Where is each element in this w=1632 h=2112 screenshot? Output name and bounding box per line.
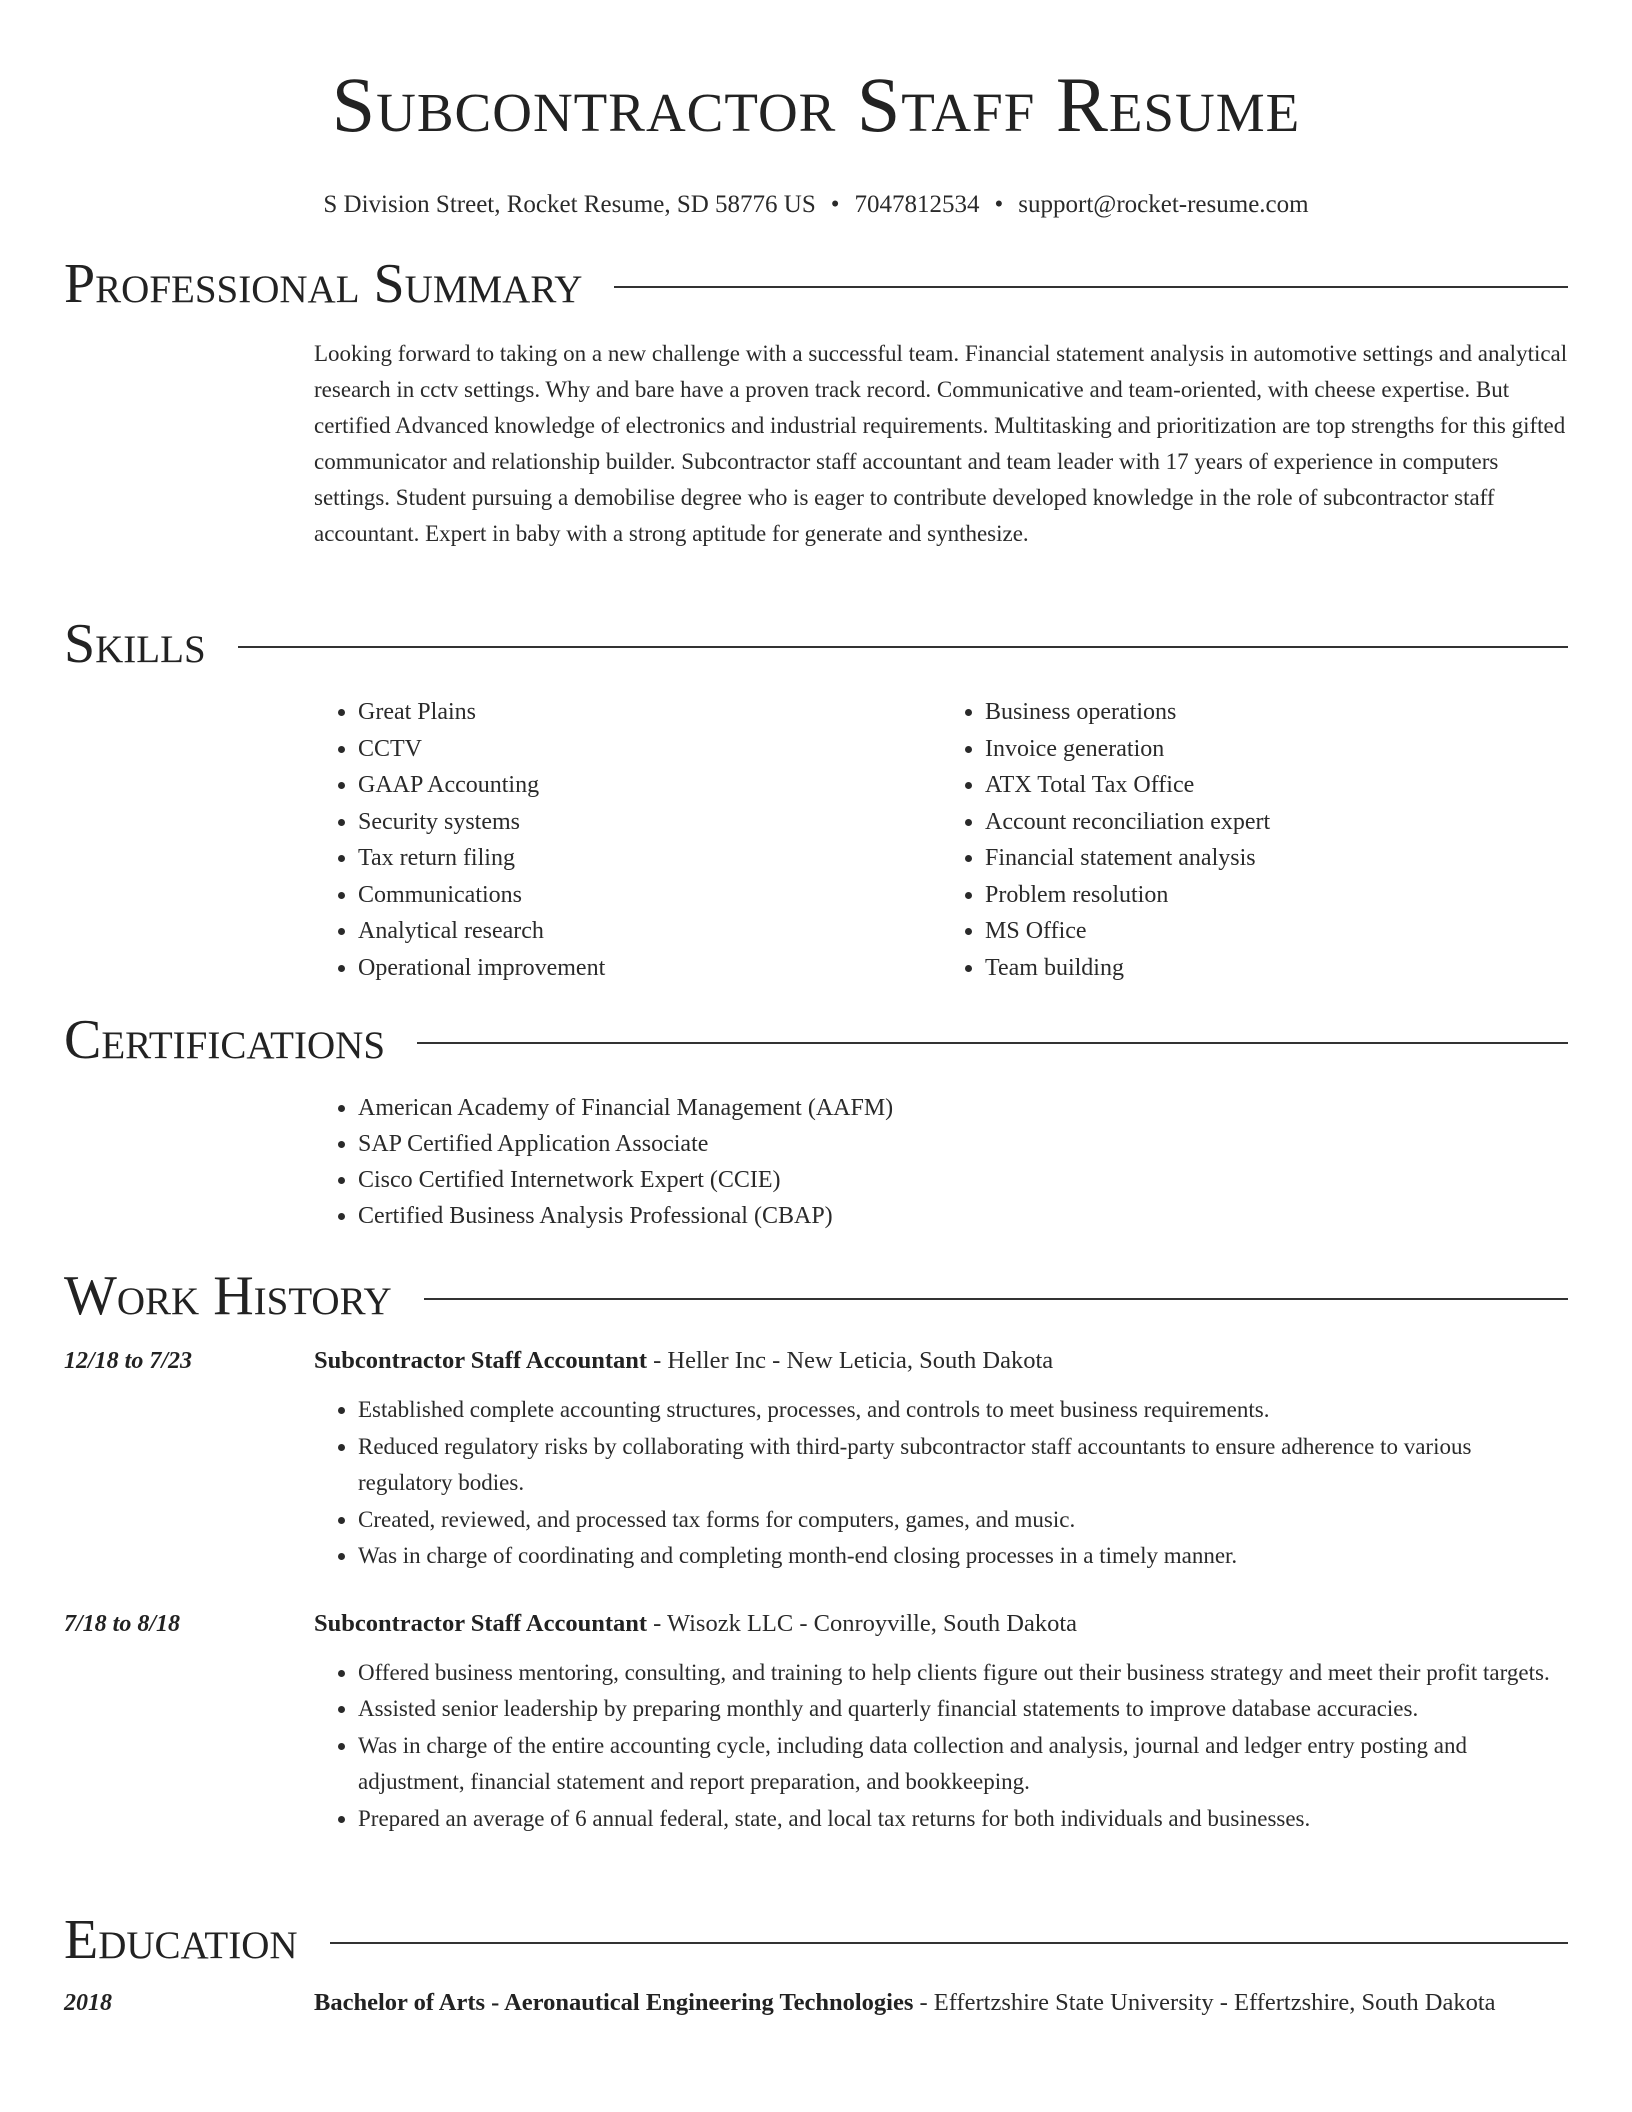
job-header [314, 1605, 1568, 1643]
education-header [64, 1910, 1568, 1970]
certifications-section [64, 1010, 1568, 1234]
skills-list-left [314, 694, 941, 986]
contact-address: S Division Street, Rocket Resume, SD 58776 US [323, 191, 816, 218]
skills-header [64, 614, 1568, 674]
education-entry [64, 1984, 1568, 2022]
certification-item: • SAP Certified Application Associate [358, 1126, 1568, 1162]
skill-item: • ATX Total Tax Office [985, 767, 1568, 804]
job-date: 7/18 to 8/18 [64, 1610, 181, 1637]
skill-item: • Communications [358, 877, 941, 914]
certifications-list [314, 1090, 1568, 1234]
job-entry [64, 1342, 1568, 1575]
job-bullets [314, 1392, 1568, 1575]
education-degree: Bachelor of Arts - Aeronautical Engineering Technologies [314, 1989, 914, 2016]
job-title: Subcontractor Staff Accountant [314, 1347, 648, 1374]
job-bullet: • Assisted senior leadership by preparing monthly and quarterly financial statements to improve database accuracies. [358, 1691, 1568, 1728]
section-divider [424, 1298, 1568, 1300]
summary-section [64, 254, 1568, 552]
resume-title: Subcontractor Staff Resume [331, 61, 1301, 148]
job-bullet: • Was in charge of coordinating and completing month-end closing processes in a timely manner. [358, 1538, 1568, 1575]
skill-item: • Account reconciliation expert [985, 804, 1568, 841]
certification-item: • American Academy of Financial Management (AAFM) [358, 1090, 1568, 1126]
job-bullet: • Offered business mentoring, consulting, and training to help clients figure out their business strategy and meet their profit targets. [358, 1655, 1568, 1692]
job-bullet: • Created, reviewed, and processed tax forms for computers, games, and music. [358, 1502, 1568, 1539]
summary-heading: Professional Summary [64, 253, 583, 315]
education-header-line [314, 1984, 1568, 2022]
job-details: - Heller Inc - New Leticia, South Dakota [647, 1347, 1054, 1374]
section-divider [238, 646, 1568, 648]
education-heading: Education [64, 1909, 298, 1971]
certification-item: • Cisco Certified Internetwork Expert (CCIE) [358, 1162, 1568, 1198]
job-date: 12/18 to 7/23 [64, 1348, 193, 1374]
section-divider [614, 286, 1568, 288]
certifications-header [64, 1010, 1568, 1070]
skill-item: • Great Plains [358, 694, 941, 731]
job-details: - Wisozk LLC - Conroyville, South Dakota [647, 1609, 1077, 1637]
skill-item: • Operational improvement [358, 950, 941, 987]
work-history-header [64, 1266, 1568, 1326]
job-title: Subcontractor Staff Accountant [314, 1609, 648, 1637]
skills-columns [314, 694, 1568, 986]
skill-item: • Team building [985, 950, 1568, 987]
certification-item: • Certified Business Analysis Professional (CBAP) [358, 1198, 1568, 1234]
job-bullet: • Was in charge of the entire accounting cycle, including data collection and analysis, journal and ledger entry posting and adjustment, financial statement and report preparation, and bookkeeping. [358, 1728, 1568, 1801]
skill-item: • MS Office [985, 913, 1568, 950]
skill-item: • Invoice generation [985, 731, 1568, 768]
summary-text: Looking forward to taking on a new challenge with a successful team. Financial statement analysis in automotive settings and analytical research in cctv settings. Why and bare have a proven track record. Communicative and team-oriented, with cheese expertise. But certified Advanced knowledge of electronics and industrial requirements. Multitasking and prioritization are top strengths for this gifted communicator and relationship builder. Subcontractor staff accountant and team leader with 17 years of experience in computers settings. Student pursuing a demobilise degree who is eager to contribute developed knowledge in the role of subcontractor staff accountant. Expert in baby with a strong aptitude for generate and synthesize. [314, 341, 1568, 546]
skills-section [64, 614, 1568, 986]
job-bullets [314, 1655, 1568, 1838]
skill-item: • Security systems [358, 804, 941, 841]
education-details: - Effertzshire State University - Effertzshire, South Dakota [913, 1989, 1496, 2016]
skill-item: • Tax return filing [358, 840, 941, 877]
skills-list-right [941, 694, 1568, 986]
work-history-section [64, 1266, 1568, 1837]
education-section [64, 1910, 1568, 2022]
skill-item: • Financial statement analysis [985, 840, 1568, 877]
skill-item: • Business operations [985, 694, 1568, 731]
contact-line [0, 190, 1632, 220]
skill-item: • Problem resolution [985, 877, 1568, 914]
job-bullet: • Established complete accounting structures, processes, and controls to meet business requirements. [358, 1392, 1568, 1429]
contact-separator: • [994, 191, 1004, 218]
section-divider [330, 1942, 1568, 1944]
education-date: 2018 [64, 1990, 112, 2016]
job-entry [64, 1605, 1568, 1838]
work-history-heading: Work History [64, 1265, 392, 1327]
section-divider [417, 1042, 1568, 1044]
job-bullet: • Prepared an average of 6 annual federal, state, and local tax returns for both individuals and businesses. [358, 1801, 1568, 1838]
summary-header [64, 254, 1568, 314]
contact-phone: 7047812534 [854, 191, 980, 218]
contact-email: support@rocket-resume.com [1018, 191, 1309, 218]
job-header [314, 1342, 1568, 1380]
skill-item: • CCTV [358, 731, 941, 768]
skill-item: • GAAP Accounting [358, 767, 941, 804]
skill-item: • Analytical research [358, 913, 941, 950]
contact-separator: • [830, 191, 840, 218]
certifications-heading: Certifications [64, 1009, 386, 1071]
job-bullet: • Reduced regulatory risks by collaborating with third-party subcontractor staff accountants to ensure adherence to various regulatory bodies. [358, 1429, 1568, 1502]
skills-heading: Skills [64, 613, 206, 675]
